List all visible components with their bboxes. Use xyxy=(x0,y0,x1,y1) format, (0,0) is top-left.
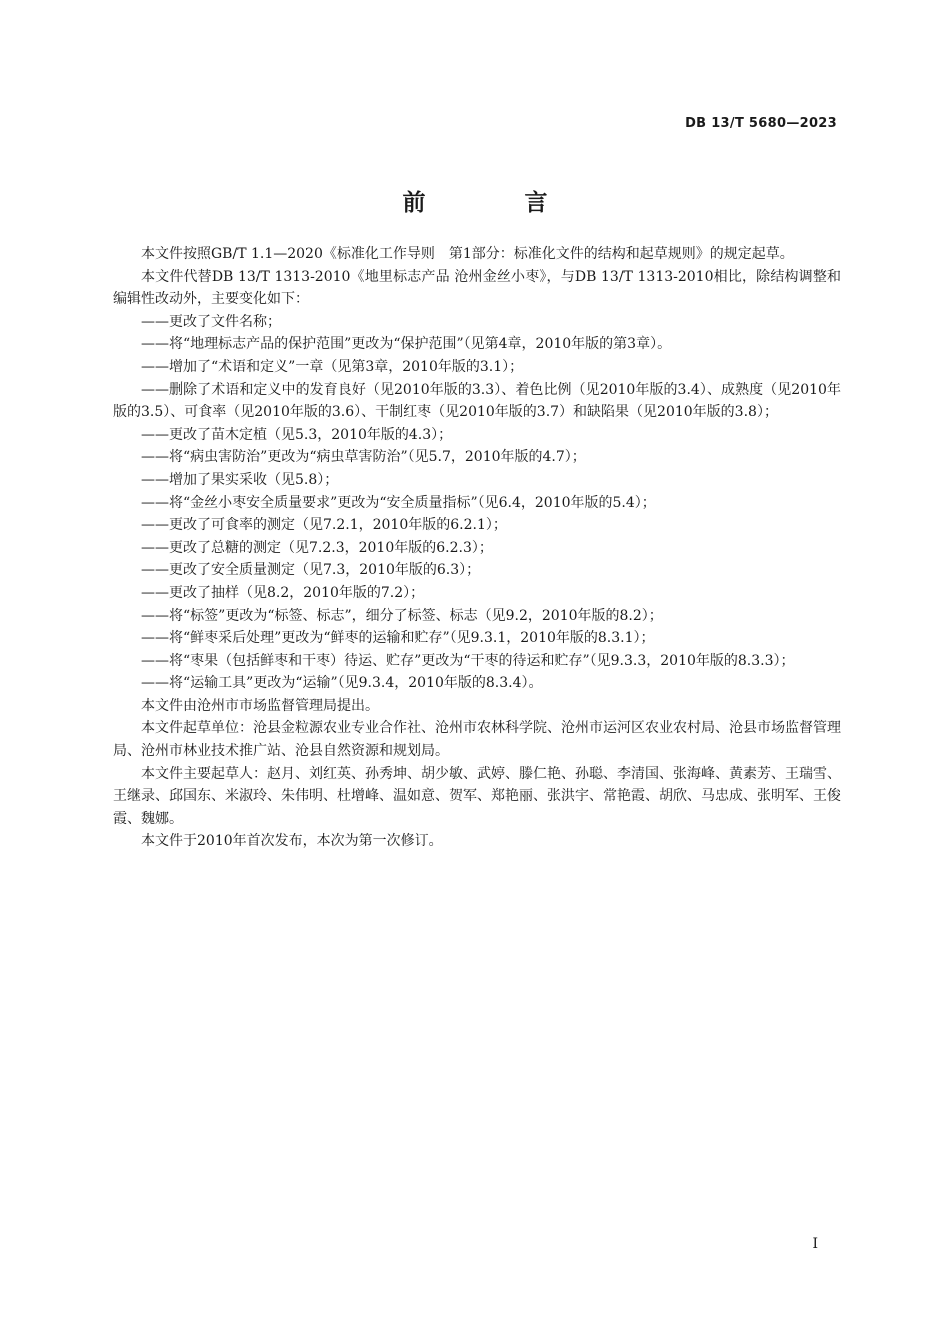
paragraph: 本文件起草单位：沧县金粒源农业专业合作社、沧州市农林科学院、沧州市运河区农业农村局、沧县市场监督管理局、沧州市林业技术推广站、沧县自然资源和规划局。 xyxy=(113,720,841,760)
paragraph: 本文件由沧州市市场监督管理局提出。 xyxy=(141,697,379,714)
page-number: I xyxy=(812,1236,818,1252)
change-item: ——将“金丝小枣安全质量要求”更改为“安全质量指标”（见6.4，2010年版的5.4）； xyxy=(141,494,656,511)
change-item: ——将“鲜枣采后处理”更改为“鲜枣的运输和贮存”（见9.3.1，2010年版的8.3.1）； xyxy=(141,630,655,647)
change-item: ——更改了抽样（见8.2，2010年版的7.2）； xyxy=(141,584,425,601)
change-item: ——将“运输工具”更改为“运输”（见9.3.4，2010年版的8.3.4）。 xyxy=(141,675,543,692)
change-item: ——更改了安全质量测定（见7.3，2010年版的6.3）； xyxy=(141,562,481,579)
standard-number: DB 13/T 5680—2023 xyxy=(685,116,837,131)
document-body xyxy=(113,243,841,853)
paragraph: 本文件代替DB 13/T 1313-2010《地里标志产品 沧州金丝小枣》，与DB 13/T 1313-2010相比，除结构调整和编辑性改动外，主要变化如下： xyxy=(113,268,841,308)
paragraph: 本文件主要起草人：赵月、刘红英、孙秀坤、胡少敏、武婷、滕仁艳、孙聪、李清国、张海峰、黄素芳、王瑞雪、王继录、邱国东、米淑玲、朱伟明、杜增峰、温如意、贺军、郑艳丽、张洪宇、常艳霞、胡欣、马忠成、张明军、王俊霞、魏娜。 xyxy=(113,765,841,827)
page-title: 前 言 xyxy=(402,190,586,216)
change-item: ——将“病虫害防治”更改为“病虫草害防治”（见5.7，2010年版的4.7）； xyxy=(141,449,586,466)
change-item: ——更改了苗木定植（见5.3，2010年版的4.3）； xyxy=(141,426,453,443)
paragraph: 本文件按照GB/T 1.1—2020《标准化工作导则 第1部分：标准化文件的结构和起草规则》的规定起草。 xyxy=(141,246,794,262)
change-item: ——将“标签”更改为“标签、标志”，细分了标签、标志（见9.2，2010年版的8.2）； xyxy=(141,607,663,624)
change-item: ——增加了“术语和定义”一章（见第3章，2010年版的3.1）； xyxy=(141,358,524,375)
change-item: ——删除了术语和定义中的发育良好（见2010年版的3.3）、着色比例（见2010年版的3.4）、成熟度（见2010年版的3.5）、可食率（见2010年版的3.6）、干制红枣（见2010年版的3.7）和缺陷果（见2010年版的3.8）； xyxy=(113,381,841,421)
change-item: ——将“枣果（包括鲜枣和干枣）待运、贮存”更改为“干枣的待运和贮存”（见9.3.3，2010年版的8.3.3）； xyxy=(141,652,795,669)
change-item: ——将“地理标志产品的保护范围”更改为“保护范围”（见第4章，2010年版的第3章）。 xyxy=(141,336,672,353)
change-item: ——更改了总糖的测定（见7.2.3，2010年版的6.2.3）； xyxy=(141,539,493,556)
paragraph: 本文件于2010年首次发布，本次为第一次修订。 xyxy=(141,833,443,850)
change-item: ——增加了果实采收（见5.8）； xyxy=(141,471,339,488)
change-item: ——更改了文件名称； xyxy=(141,313,281,330)
change-item: ——更改了可食率的测定（见7.2.1，2010年版的6.2.1）； xyxy=(141,517,507,534)
